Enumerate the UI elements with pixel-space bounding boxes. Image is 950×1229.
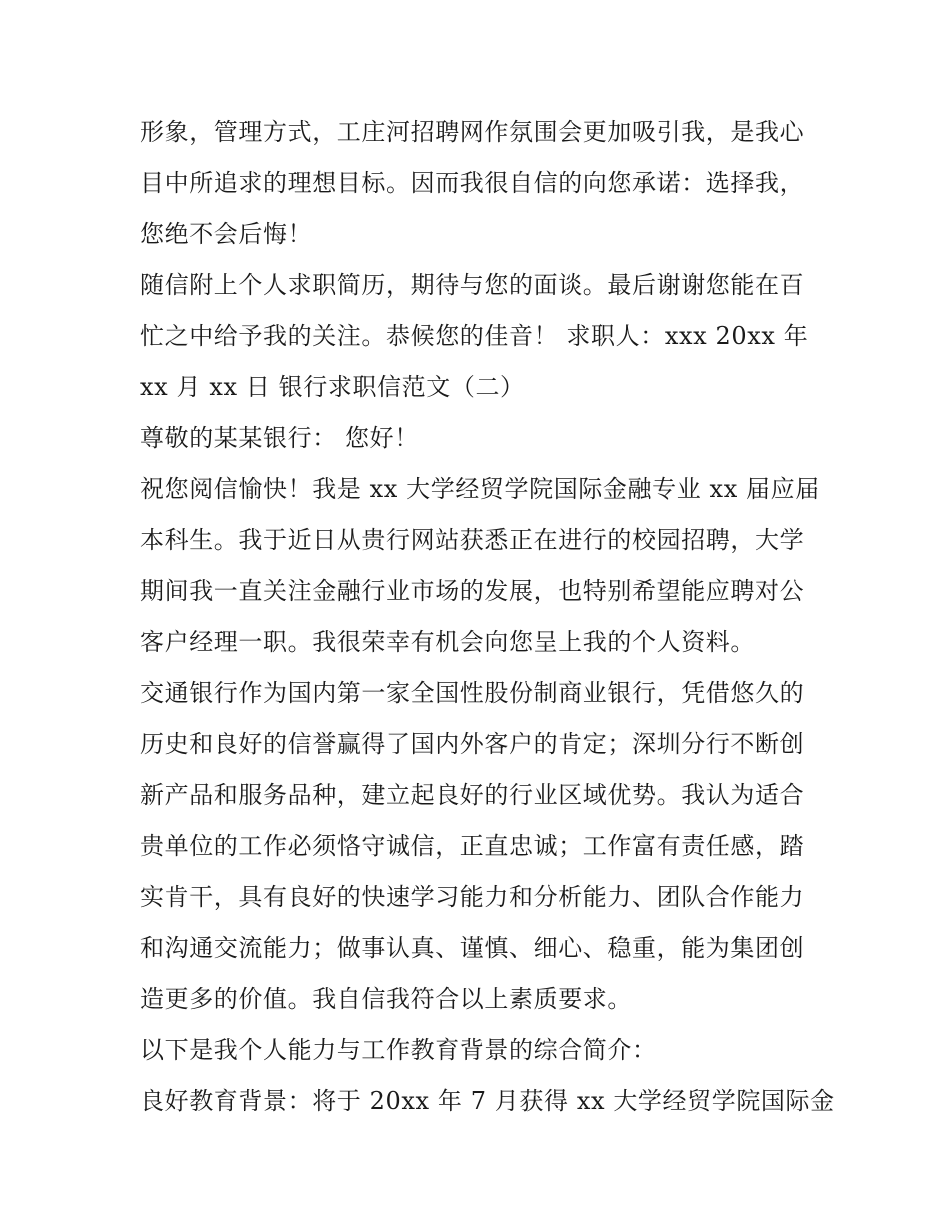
text-line: 和沟通交流能力；做事认真、谨慎、细心、稳重，能为集团创 [140,934,805,962]
text-line: 您绝不会后悔！ [140,220,313,248]
text-line: 新产品和服务品种，建立起良好的行业区域优势。我认为适合 [140,781,805,809]
salutation-line: 尊敬的某某银行： 您好！ [140,424,419,452]
document-body [140,107,835,1127]
text-line: 造更多的价值。我自信我符合以上素质要求。 [140,985,632,1013]
text-line: 忙之中给予我的关注。恭候您的佳音！ 求职人：xxx 20xx 年 [140,322,809,350]
text-line: 随信附上个人求职简历，期待与您的面谈。最后谢谢您能在百 [140,271,805,299]
text-line: 客户经理一职。我很荣幸有机会向您呈上我的个人资料。 [140,628,755,656]
text-line: 祝您阅信愉快！我是 xx 大学经贸学院国际金融专业 xx 届应届 [140,475,820,503]
text-line: 贵单位的工作必须恪守诚信，正直忠诚；工作富有责任感，踏 [140,832,805,860]
text-line: 目中所追求的理想目标。因而我很自信的向您承诺：选择我， [140,169,805,197]
text-line: 历史和良好的信誉赢得了国内外客户的肯定；深圳分行不断创 [140,730,805,758]
text-line: 形象，管理方式，工庄河招聘网作氛围会更加吸引我，是我心 [140,118,805,146]
text-line: 良好教育背景：将于 20xx 年 7 月获得 xx 大学经贸学院国际金 [140,1087,835,1115]
text-line: 期间我一直关注金融行业市场的发展，也特别希望能应聘对公 [140,577,805,605]
text-line: 实肯干，具有良好的快速学习能力和分析能力、团队合作能力 [140,883,805,911]
text-line: 交通银行作为国内第一家全国性股份制商业银行，凭借悠久的 [140,679,805,707]
text-line: 本科生。我于近日从贵行网站获悉正在进行的校园招聘，大学 [140,526,805,554]
text-line: xx 月 xx 日 银行求职信范文（二） [140,373,525,401]
text-line: 以下是我个人能力与工作教育背景的综合简介： [140,1036,657,1064]
